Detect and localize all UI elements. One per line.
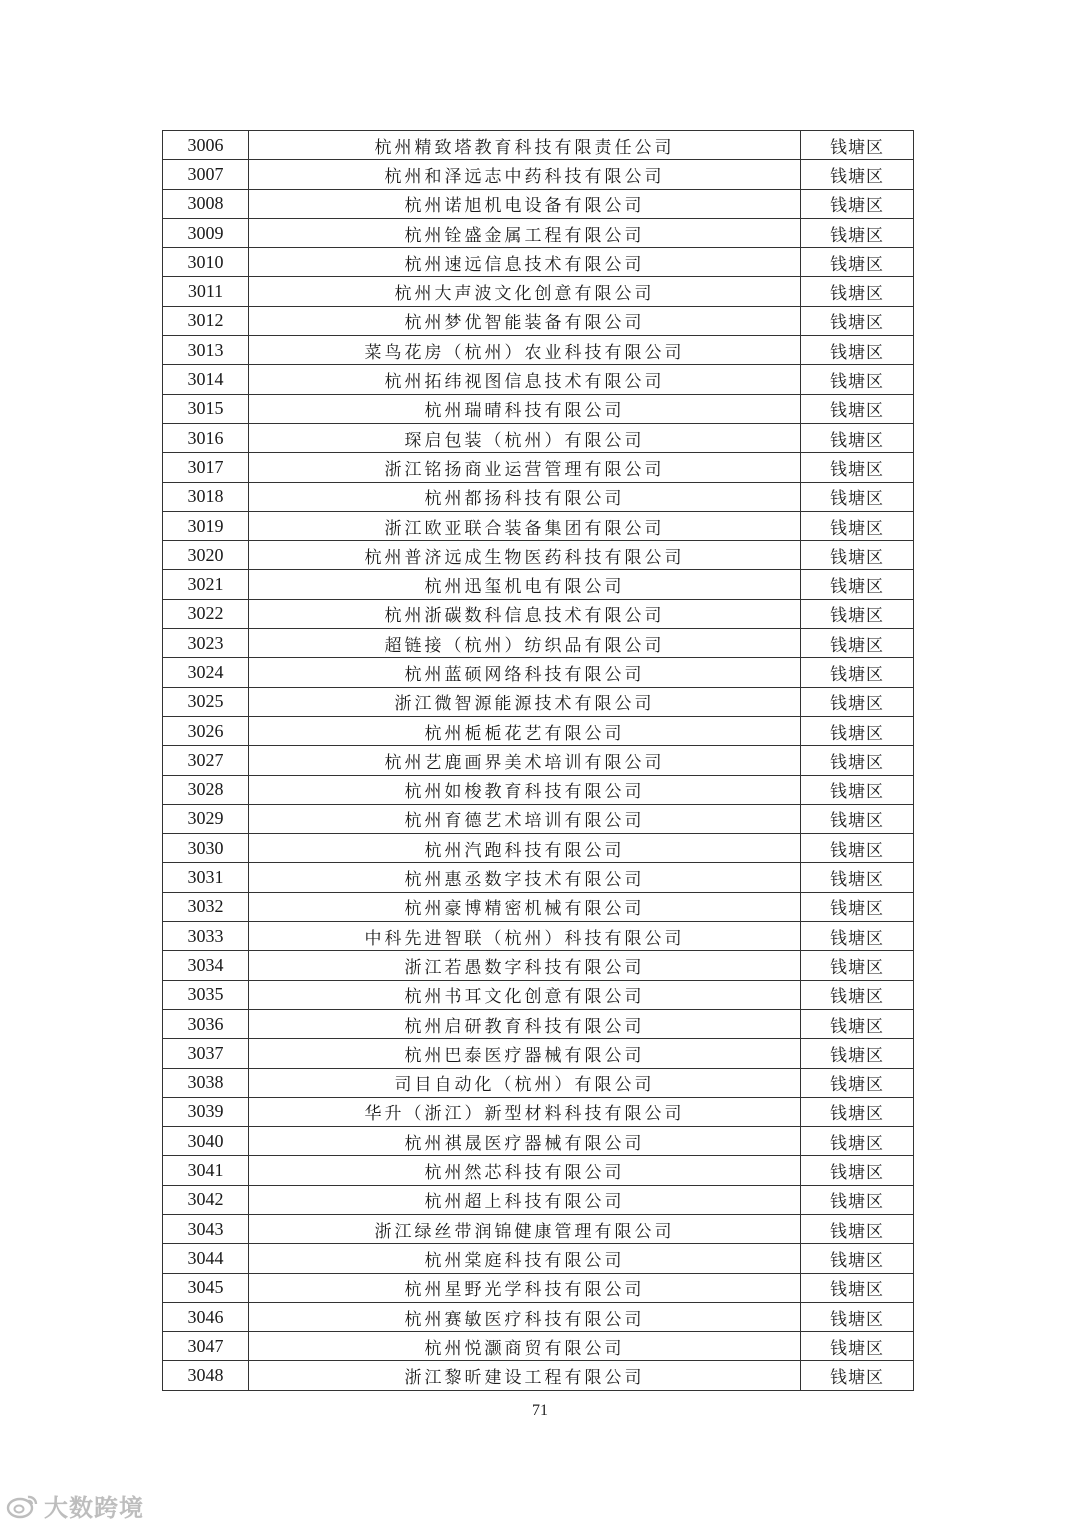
row-number-cell: 3042 (163, 1185, 249, 1214)
table-row (163, 1009, 914, 1038)
row-number-cell: 3024 (163, 658, 249, 687)
district-cell: 钱塘区 (801, 834, 914, 863)
table-row (163, 980, 914, 1009)
row-number-cell: 3028 (163, 775, 249, 804)
company-name-cell: 杭州都扬科技有限公司 (249, 482, 801, 511)
table-row (163, 1156, 914, 1185)
company-name-cell: 浙江若愚数字科技有限公司 (249, 951, 801, 980)
district-cell: 钱塘区 (801, 306, 914, 335)
table-row (163, 482, 914, 511)
company-name-cell: 浙江绿丝带润锦健康管理有限公司 (249, 1214, 801, 1243)
row-number-cell: 3046 (163, 1302, 249, 1331)
table-row (163, 746, 914, 775)
company-name-cell: 杭州悦灏商贸有限公司 (249, 1332, 801, 1361)
table-row (163, 1302, 914, 1331)
district-cell: 钱塘区 (801, 1302, 914, 1331)
district-cell: 钱塘区 (801, 570, 914, 599)
company-name-cell: 中科先进智联（杭州）科技有限公司 (249, 922, 801, 951)
district-cell: 钱塘区 (801, 1214, 914, 1243)
district-cell: 钱塘区 (801, 746, 914, 775)
district-cell: 钱塘区 (801, 277, 914, 306)
district-cell: 钱塘区 (801, 1244, 914, 1273)
company-name-cell: 杭州栀栀花艺有限公司 (249, 716, 801, 745)
table-row (163, 658, 914, 687)
row-number-cell: 3006 (163, 131, 249, 160)
district-cell: 钱塘区 (801, 189, 914, 218)
row-number-cell: 3014 (163, 365, 249, 394)
table-row (163, 687, 914, 716)
company-name-cell: 杭州艺鹿画界美术培训有限公司 (249, 746, 801, 775)
district-cell: 钱塘区 (801, 658, 914, 687)
district-cell: 钱塘区 (801, 775, 914, 804)
district-cell: 钱塘区 (801, 394, 914, 423)
company-name-cell: 杭州拓纬视图信息技术有限公司 (249, 365, 801, 394)
row-number-cell: 3019 (163, 511, 249, 540)
company-name-cell: 杭州精致塔教育科技有限责任公司 (249, 131, 801, 160)
district-cell: 钱塘区 (801, 687, 914, 716)
row-number-cell: 3031 (163, 863, 249, 892)
row-number-cell: 3020 (163, 541, 249, 570)
row-number-cell: 3040 (163, 1127, 249, 1156)
district-cell: 钱塘区 (801, 131, 914, 160)
row-number-cell: 3018 (163, 482, 249, 511)
table-row (163, 1244, 914, 1273)
watermark (6, 1488, 144, 1523)
district-cell: 钱塘区 (801, 453, 914, 482)
district-cell: 钱塘区 (801, 892, 914, 921)
table-row (163, 629, 914, 658)
table-row (163, 863, 914, 892)
table-row (163, 1273, 914, 1302)
table-row (163, 892, 914, 921)
row-number-cell: 3017 (163, 453, 249, 482)
district-cell: 钱塘区 (801, 980, 914, 1009)
district-cell: 钱塘区 (801, 365, 914, 394)
row-number-cell: 3026 (163, 716, 249, 745)
row-number-cell: 3034 (163, 951, 249, 980)
district-cell: 钱塘区 (801, 804, 914, 833)
row-number-cell: 3007 (163, 160, 249, 189)
row-number-cell: 3011 (163, 277, 249, 306)
company-name-cell: 杭州然芯科技有限公司 (249, 1156, 801, 1185)
row-number-cell: 3010 (163, 248, 249, 277)
district-cell: 钱塘区 (801, 1156, 914, 1185)
district-cell: 钱塘区 (801, 1127, 914, 1156)
company-name-cell: 琛启包装（杭州）有限公司 (249, 423, 801, 452)
table-row (163, 1097, 914, 1126)
table-row (163, 1039, 914, 1068)
company-name-cell: 杭州启研教育科技有限公司 (249, 1009, 801, 1038)
row-number-cell: 3044 (163, 1244, 249, 1273)
company-list-table (162, 130, 914, 1391)
district-cell: 钱塘区 (801, 160, 914, 189)
district-cell: 钱塘区 (801, 629, 914, 658)
row-number-cell: 3012 (163, 306, 249, 335)
table-row (163, 423, 914, 452)
district-cell: 钱塘区 (801, 599, 914, 628)
row-number-cell: 3025 (163, 687, 249, 716)
district-cell: 钱塘区 (801, 1009, 914, 1038)
table-row (163, 248, 914, 277)
company-name-cell: 杭州棠庭科技有限公司 (249, 1244, 801, 1273)
company-name-cell: 杭州普济远成生物医药科技有限公司 (249, 541, 801, 570)
company-name-cell: 浙江微智源能源技术有限公司 (249, 687, 801, 716)
table-row (163, 1361, 914, 1390)
district-cell: 钱塘区 (801, 248, 914, 277)
row-number-cell: 3021 (163, 570, 249, 599)
company-name-cell: 杭州豪博精密机械有限公司 (249, 892, 801, 921)
row-number-cell: 3022 (163, 599, 249, 628)
table-row (163, 1068, 914, 1097)
row-number-cell: 3015 (163, 394, 249, 423)
company-name-cell: 杭州迅玺机电有限公司 (249, 570, 801, 599)
table-row (163, 160, 914, 189)
company-name-cell: 杭州超上科技有限公司 (249, 1185, 801, 1214)
row-number-cell: 3023 (163, 629, 249, 658)
table-row (163, 131, 914, 160)
table-body (163, 131, 914, 1391)
table-row (163, 453, 914, 482)
table-row (163, 1185, 914, 1214)
company-name-cell: 杭州浙碳数科信息技术有限公司 (249, 599, 801, 628)
table-row (163, 1332, 914, 1361)
company-name-cell: 浙江欧亚联合装备集团有限公司 (249, 511, 801, 540)
row-number-cell: 3032 (163, 892, 249, 921)
table-row (163, 336, 914, 365)
table-row (163, 570, 914, 599)
table-row (163, 218, 914, 247)
row-number-cell: 3048 (163, 1361, 249, 1390)
company-name-cell: 杭州巴泰医疗器械有限公司 (249, 1039, 801, 1068)
company-name-cell: 菜鸟花房（杭州）农业科技有限公司 (249, 336, 801, 365)
company-name-cell: 杭州星野光学科技有限公司 (249, 1273, 801, 1302)
district-cell: 钱塘区 (801, 1039, 914, 1068)
row-number-cell: 3036 (163, 1009, 249, 1038)
company-name-cell: 杭州梦优智能装备有限公司 (249, 306, 801, 335)
district-cell: 钱塘区 (801, 951, 914, 980)
table-row (163, 277, 914, 306)
company-name-cell: 杭州速远信息技术有限公司 (249, 248, 801, 277)
company-list-table-container (162, 130, 912, 1391)
district-cell: 钱塘区 (801, 1273, 914, 1302)
table-row (163, 599, 914, 628)
company-name-cell: 杭州和泽远志中药科技有限公司 (249, 160, 801, 189)
district-cell: 钱塘区 (801, 1185, 914, 1214)
district-cell: 钱塘区 (801, 863, 914, 892)
district-cell: 钱塘区 (801, 1361, 914, 1390)
company-name-cell: 浙江黎昕建设工程有限公司 (249, 1361, 801, 1390)
district-cell: 钱塘区 (801, 218, 914, 247)
district-cell: 钱塘区 (801, 1068, 914, 1097)
row-number-cell: 3038 (163, 1068, 249, 1097)
table-row (163, 189, 914, 218)
district-cell: 钱塘区 (801, 1332, 914, 1361)
company-name-cell: 杭州如梭教育科技有限公司 (249, 775, 801, 804)
company-name-cell: 杭州祺晟医疗器械有限公司 (249, 1127, 801, 1156)
company-name-cell: 超链接（杭州）纺织品有限公司 (249, 629, 801, 658)
page-number: 71 (532, 1402, 548, 1419)
row-number-cell: 3029 (163, 804, 249, 833)
row-number-cell: 3035 (163, 980, 249, 1009)
company-name-cell: 杭州惠丞数字技术有限公司 (249, 863, 801, 892)
company-name-cell: 华升（浙江）新型材料科技有限公司 (249, 1097, 801, 1126)
row-number-cell: 3047 (163, 1332, 249, 1361)
row-number-cell: 3039 (163, 1097, 249, 1126)
table-row (163, 511, 914, 540)
table-row (163, 541, 914, 570)
table-row (163, 1127, 914, 1156)
district-cell: 钱塘区 (801, 423, 914, 452)
table-row (163, 804, 914, 833)
table-row (163, 951, 914, 980)
company-name-cell: 浙江铭扬商业运营管理有限公司 (249, 453, 801, 482)
row-number-cell: 3045 (163, 1273, 249, 1302)
table-row (163, 394, 914, 423)
district-cell: 钱塘区 (801, 511, 914, 540)
row-number-cell: 3043 (163, 1214, 249, 1243)
company-name-cell: 杭州汽跑科技有限公司 (249, 834, 801, 863)
company-name-cell: 杭州赛敏医疗科技有限公司 (249, 1302, 801, 1331)
weibo-logo-icon (6, 1493, 40, 1519)
row-number-cell: 3013 (163, 336, 249, 365)
table-row (163, 365, 914, 394)
company-name-cell: 杭州铨盛金属工程有限公司 (249, 218, 801, 247)
company-name-cell: 杭州瑞晴科技有限公司 (249, 394, 801, 423)
row-number-cell: 3027 (163, 746, 249, 775)
company-name-cell: 司目自动化（杭州）有限公司 (249, 1068, 801, 1097)
company-name-cell: 杭州蓝硕网络科技有限公司 (249, 658, 801, 687)
district-cell: 钱塘区 (801, 336, 914, 365)
company-name-cell: 杭州书耳文化创意有限公司 (249, 980, 801, 1009)
table-row (163, 306, 914, 335)
district-cell: 钱塘区 (801, 482, 914, 511)
table-row (163, 775, 914, 804)
table-row (163, 922, 914, 951)
company-name-cell: 杭州育德艺术培训有限公司 (249, 804, 801, 833)
row-number-cell: 3030 (163, 834, 249, 863)
row-number-cell: 3041 (163, 1156, 249, 1185)
district-cell: 钱塘区 (801, 716, 914, 745)
row-number-cell: 3008 (163, 189, 249, 218)
row-number-cell: 3037 (163, 1039, 249, 1068)
table-row (163, 834, 914, 863)
table-row (163, 716, 914, 745)
district-cell: 钱塘区 (801, 541, 914, 570)
watermark-text: 大数跨境 (44, 1494, 144, 1522)
district-cell: 钱塘区 (801, 1097, 914, 1126)
company-name-cell: 杭州诺旭机电设备有限公司 (249, 189, 801, 218)
row-number-cell: 3016 (163, 423, 249, 452)
row-number-cell: 3033 (163, 922, 249, 951)
row-number-cell: 3009 (163, 218, 249, 247)
table-row (163, 1214, 914, 1243)
company-name-cell: 杭州大声波文化创意有限公司 (249, 277, 801, 306)
district-cell: 钱塘区 (801, 922, 914, 951)
